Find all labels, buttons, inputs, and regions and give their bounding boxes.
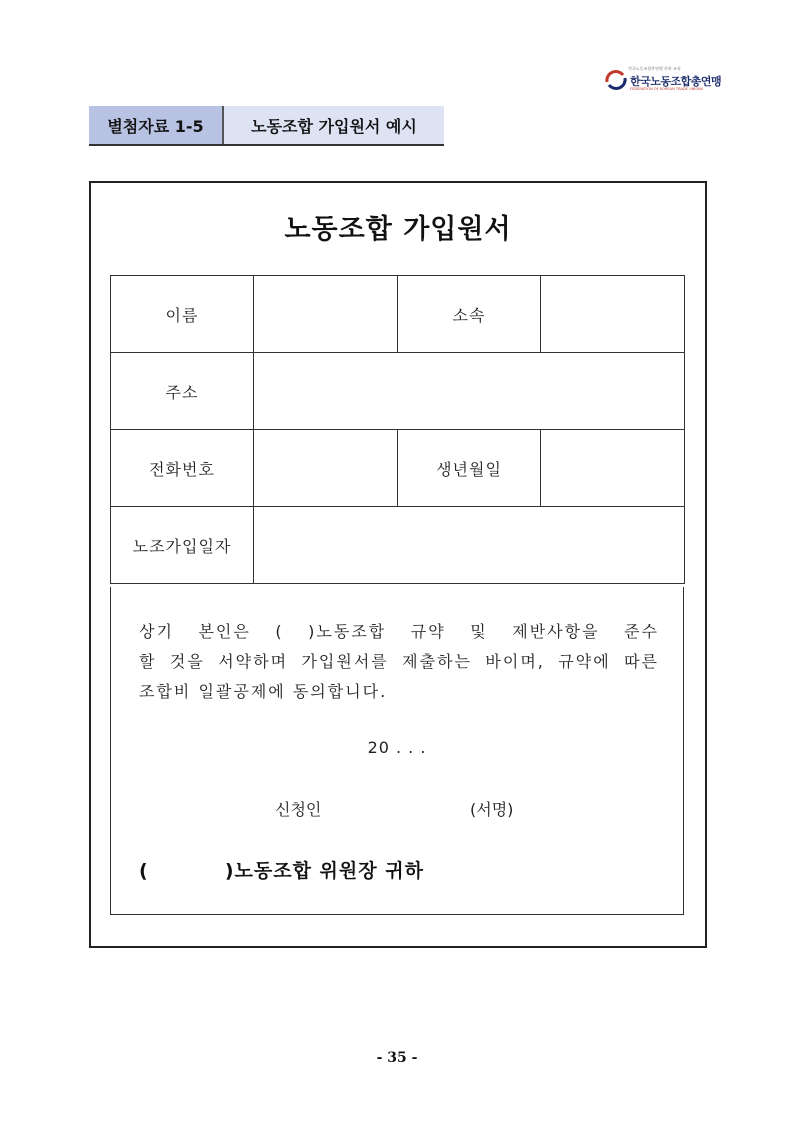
logo-name: 한국노동조합총연맹 <box>630 75 722 88</box>
address-label: 주소 <box>111 353 254 430</box>
name-label: 이름 <box>111 276 254 353</box>
consent-line: 상기 본인은 ( )노동조합 규약 및 제반사항을 준수 <box>139 622 659 641</box>
consent-line: 조합비 일괄공제에 동의합니다. <box>139 682 388 701</box>
name-field[interactable] <box>254 276 398 353</box>
consent-line: 할 것을 서약하며 가입원서를 제출하는 바이며, 규약에 따른 <box>139 652 659 671</box>
signature-label: (서명) <box>470 800 514 819</box>
addressee-line: ( )노동조합 위원장 귀하 <box>139 860 424 882</box>
join-date-label: 노조가입일자 <box>111 507 254 584</box>
form-title: 노동조합 가입원서 <box>284 214 512 245</box>
appendix-number: 별첨자료 1-5 <box>89 106 224 144</box>
consent-statement <box>139 617 659 707</box>
organization-logo <box>604 66 724 96</box>
birthdate-field[interactable] <box>541 430 685 507</box>
table-row <box>111 430 685 507</box>
date-line[interactable]: 20 . . . <box>367 738 427 757</box>
table-row <box>111 276 685 353</box>
logo-tagline: 전국노동조합총연맹 산하 조직 <box>628 66 681 71</box>
affiliation-field[interactable] <box>541 276 685 353</box>
page-number: - 35 - <box>376 1050 418 1066</box>
phone-label: 전화번호 <box>111 430 254 507</box>
application-form-table <box>110 275 685 584</box>
logo-english-name: FEDERATION OF KOREAN TRADE UNIONS <box>630 87 704 91</box>
table-row <box>111 353 685 430</box>
appendix-header <box>89 106 444 146</box>
applicant-label: 신청인 <box>275 800 322 819</box>
affiliation-label: 소속 <box>398 276 541 353</box>
table-row <box>111 507 685 584</box>
appendix-title: 노동조합 가입원서 예시 <box>224 106 444 144</box>
birthdate-label: 생년월일 <box>398 430 541 507</box>
address-field[interactable] <box>254 353 685 430</box>
logo-emblem-icon <box>604 68 628 92</box>
phone-field[interactable] <box>254 430 398 507</box>
join-date-field[interactable] <box>254 507 685 584</box>
